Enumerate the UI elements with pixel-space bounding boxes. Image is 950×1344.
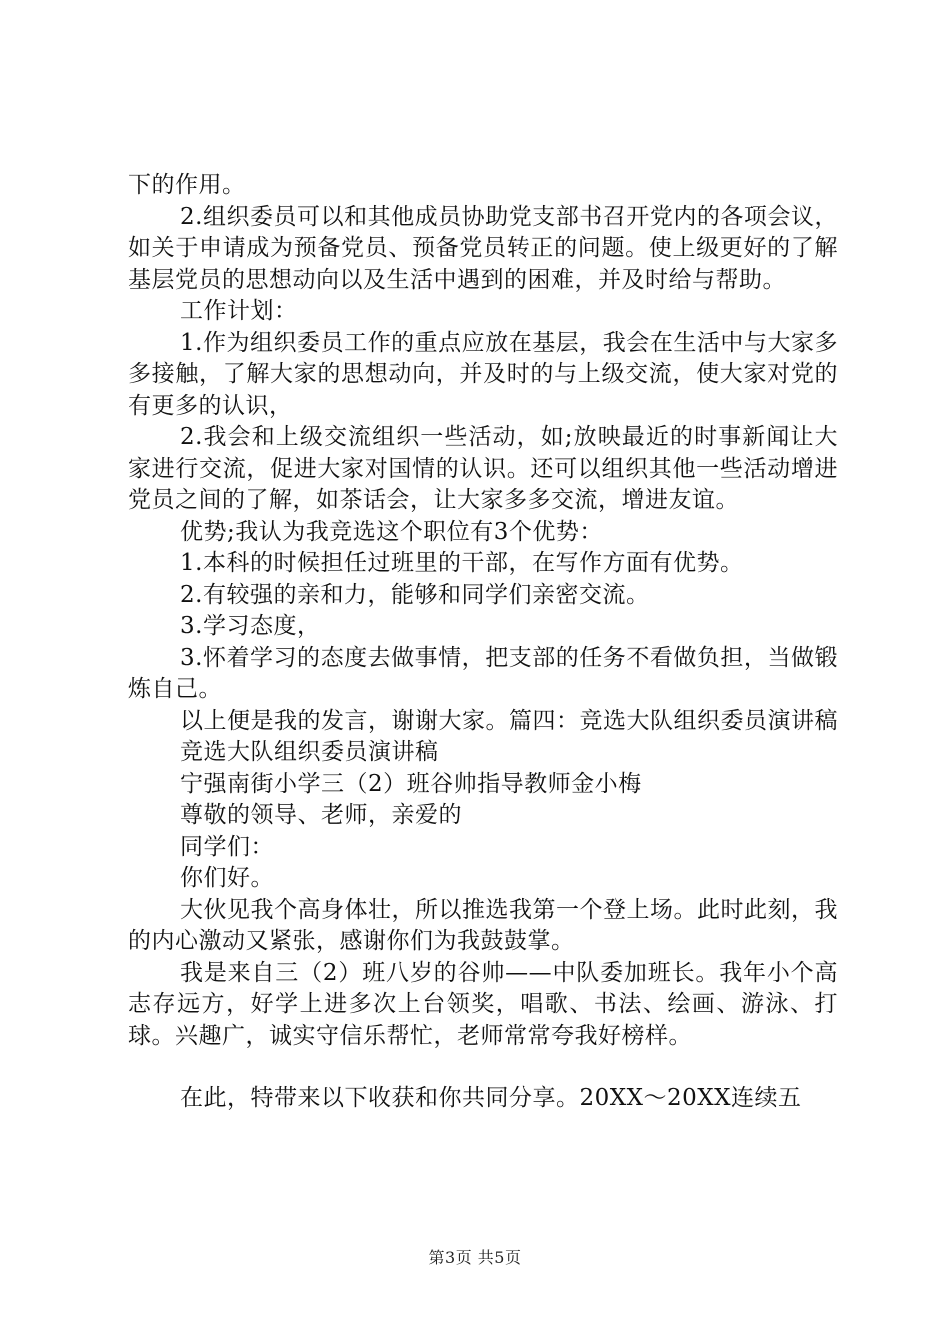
paragraph-speech-3: 在此，特带来以下收获和你共同分享。20XX～20XX连续五 (180, 1085, 802, 1111)
paragraph-plan-2: 2.我会和上级交流组织一些活动，如;放映最近的时事新闻让大家进行交流，促进大家对国情的认识。还可以组织其他一些活动增进党员之间的了解，如茶话会，让大家多多交流，增进友谊。 (128, 424, 838, 513)
paragraph-salutation: 尊敬的领导、老师，亲爱的 (180, 802, 462, 828)
paragraph-continuation: 下的作用。 (128, 172, 246, 198)
paragraph-closing: 以上便是我的发言，谢谢大家。篇四：竞选大队组织委员演讲稿 (180, 707, 838, 734)
paragraph-salutation-2: 同学们： (180, 833, 274, 860)
paragraph-advantage-3: 3.学习态度， (180, 613, 321, 639)
paragraph-item-2: 2.组织委员可以和其他成员协助党支部书召开党内的各项会议，如关于申请成为预备党员、预备党员转正的问题。使上级更好的了解基层党员的思想动向以及生活中遇到的困难，并及时给与帮助。 (128, 203, 838, 293)
paragraph-speaker-info: 宁强南街小学三（2）班谷帅指导教师金小梅 (180, 770, 642, 797)
document-body (128, 170, 838, 1115)
paragraph-plan-1: 1.作为组织委员工作的重点应放在基层，我会在生活中与大家多多接触，了解大家的思想动向，并及时的与上级交流，使大家对党的有更多的认识， (128, 329, 838, 419)
paragraph-speech-title: 竞选大队组织委员演讲稿 (180, 739, 439, 765)
paragraph-speech-2: 我是来自三（2）班八岁的谷帅——中队委加班长。我年小个高志存远方，好学上进多次上台领奖，唱歌、书法、绘画、游泳、打球。兴趣广，诚实守信乐帮忙，老师常常夸我好榜样。 (128, 959, 838, 1049)
paragraph-work-plan-heading: 工作计划： (180, 298, 298, 324)
page-number-footer: 第3页 共5页 (428, 1248, 522, 1267)
paragraph-advantage-3b: 3.怀着学习的态度去做事情，把支部的任务不看做负担，当做锻炼自己。 (128, 644, 838, 702)
paragraph-advantages-heading: 优势;我认为我竞选这个职位有3个优势： (180, 518, 603, 545)
paragraph-greeting: 你们好。 (180, 865, 274, 891)
paragraph-advantage-2: 2.有较强的亲和力，能够和同学们亲密交流。 (180, 581, 650, 608)
paragraph-advantage-1: 1.本科的时候担任过班里的干部，在写作方面有优势。 (180, 550, 744, 576)
paragraph-speech-1: 大伙见我个高身体壮，所以推选我第一个登上场。此时此刻，我的内心激动又紧张，感谢你们为我鼓鼓掌。 (128, 896, 838, 954)
